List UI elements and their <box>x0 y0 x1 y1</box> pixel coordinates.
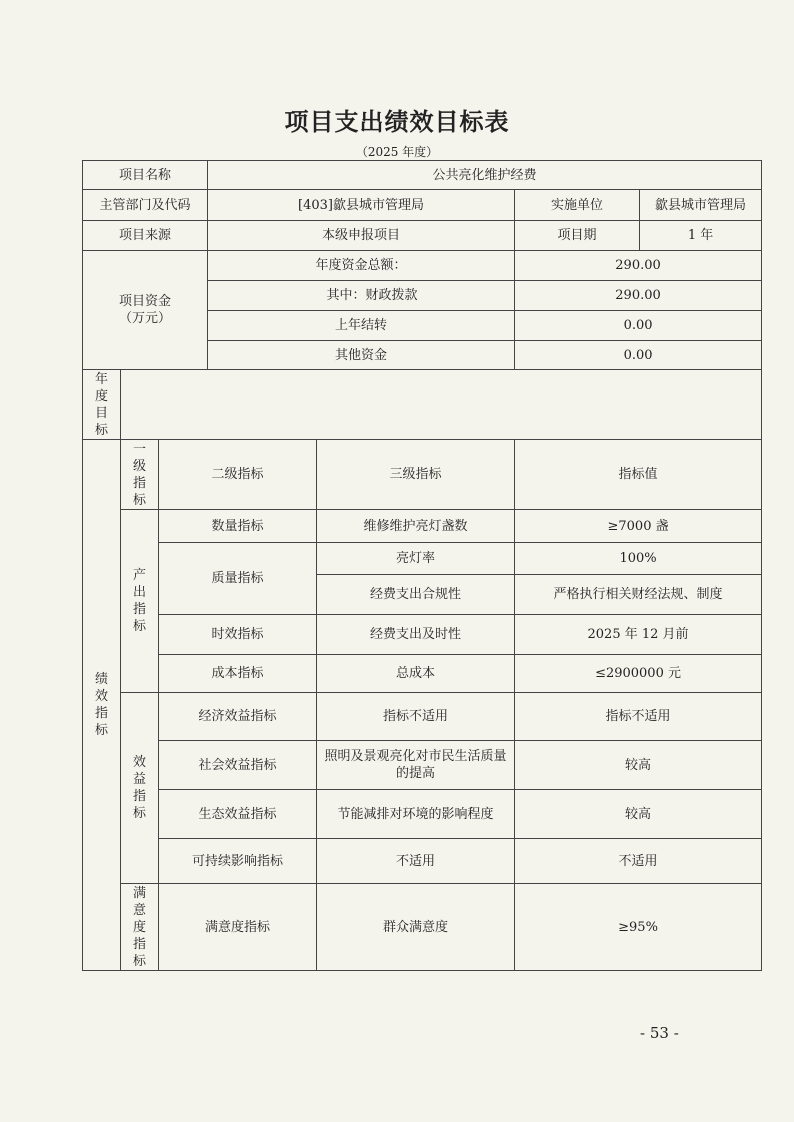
row-funds-total <box>83 251 762 281</box>
value-cell: 100% <box>515 543 762 575</box>
level2-cell: 数量指标 <box>159 510 317 543</box>
level3-cell: 经费支出合规性 <box>317 575 515 615</box>
table-row <box>83 543 762 575</box>
value-cell: 不适用 <box>515 839 762 884</box>
row-department <box>83 190 762 221</box>
output-indicator-label: 产出指标 <box>121 510 159 693</box>
satisfaction-indicator-label: 满意度指标 <box>121 884 159 971</box>
table-row <box>83 790 762 839</box>
table-row <box>83 510 762 543</box>
impl-unit-value: 歙县城市管理局 <box>640 190 762 221</box>
project-name-label: 项目名称 <box>83 161 208 190</box>
value-cell: ≥7000 盏 <box>515 510 762 543</box>
funds-total-label: 年度资金总额： <box>208 251 515 281</box>
table-title: 项目支出绩效目标表 <box>284 108 510 136</box>
source-value: 本级申报项目 <box>208 221 515 251</box>
performance-goal-table <box>82 160 762 971</box>
row-source <box>83 221 762 251</box>
header-value: 指标值 <box>515 440 762 510</box>
project-name-value: 公共亮化维护经费 <box>208 161 762 190</box>
funds-fiscal-label: 其中：财政拨款 <box>208 281 515 311</box>
level3-cell: 经费支出及时性 <box>317 615 515 655</box>
table-row <box>83 615 762 655</box>
page-number: - 53 - <box>640 1024 679 1042</box>
indicators-section-label: 绩效指标 <box>83 440 121 971</box>
header-level3: 三级指标 <box>317 440 515 510</box>
level3-cell: 指标不适用 <box>317 693 515 741</box>
level2-cell: 时效指标 <box>159 615 317 655</box>
funds-fiscal-value: 290.00 <box>515 281 762 311</box>
value-cell: ≥95% <box>515 884 762 971</box>
level2-cell: 经济效益指标 <box>159 693 317 741</box>
annual-goal-label: 年度目标 <box>83 370 121 440</box>
value-cell: 2025 年 12 月前 <box>515 615 762 655</box>
funds-label-line1: 项目资金 <box>119 294 172 309</box>
table-row <box>83 693 762 741</box>
level3-cell: 节能减排对环境的影响程度 <box>317 790 515 839</box>
level2-cell: 满意度指标 <box>159 884 317 971</box>
value-cell: 较高 <box>515 790 762 839</box>
row-annual-goal <box>83 370 762 440</box>
level3-cell: 群众满意度 <box>317 884 515 971</box>
dept-value: [403]歙县城市管理局 <box>208 190 515 221</box>
impl-unit-label: 实施单位 <box>515 190 640 221</box>
header-level2: 二级指标 <box>159 440 317 510</box>
table-subtitle: （2025 年度） <box>355 145 439 159</box>
header-level1: 一级指标 <box>121 440 159 510</box>
annual-goal-content <box>121 370 762 440</box>
value-cell: 较高 <box>515 741 762 790</box>
period-value: 1 年 <box>640 221 762 251</box>
row-indicator-header <box>83 440 762 510</box>
funds-label <box>83 251 208 370</box>
funds-carryover-label: 上年结转 <box>208 311 515 341</box>
benefit-indicator-label: 效益指标 <box>121 693 159 884</box>
level3-cell: 总成本 <box>317 655 515 693</box>
funds-total-value: 290.00 <box>515 251 762 281</box>
level3-cell: 维修维护亮灯盏数 <box>317 510 515 543</box>
table-row <box>83 655 762 693</box>
level2-cell: 质量指标 <box>159 543 317 615</box>
level2-cell: 生态效益指标 <box>159 790 317 839</box>
row-project-name <box>83 161 762 190</box>
funds-carryover-value: 0.00 <box>515 311 762 341</box>
table-row <box>83 884 762 971</box>
level3-cell: 亮灯率 <box>317 543 515 575</box>
table-row <box>83 839 762 884</box>
level2-cell: 成本指标 <box>159 655 317 693</box>
value-cell: ≤2900000 元 <box>515 655 762 693</box>
funds-other-label: 其他资金 <box>208 341 515 370</box>
period-label: 项目期 <box>515 221 640 251</box>
funds-label-line2: （万元） <box>119 311 172 326</box>
source-label: 项目来源 <box>83 221 208 251</box>
level3-cell: 照明及景观亮化对市民生活质量的提高 <box>317 741 515 790</box>
table-row <box>83 741 762 790</box>
level2-cell: 社会效益指标 <box>159 741 317 790</box>
funds-other-value: 0.00 <box>515 341 762 370</box>
value-cell: 指标不适用 <box>515 693 762 741</box>
level3-cell: 不适用 <box>317 839 515 884</box>
value-cell: 严格执行相关财经法规、制度 <box>515 575 762 615</box>
dept-label: 主管部门及代码 <box>83 190 208 221</box>
level2-cell: 可持续影响指标 <box>159 839 317 884</box>
